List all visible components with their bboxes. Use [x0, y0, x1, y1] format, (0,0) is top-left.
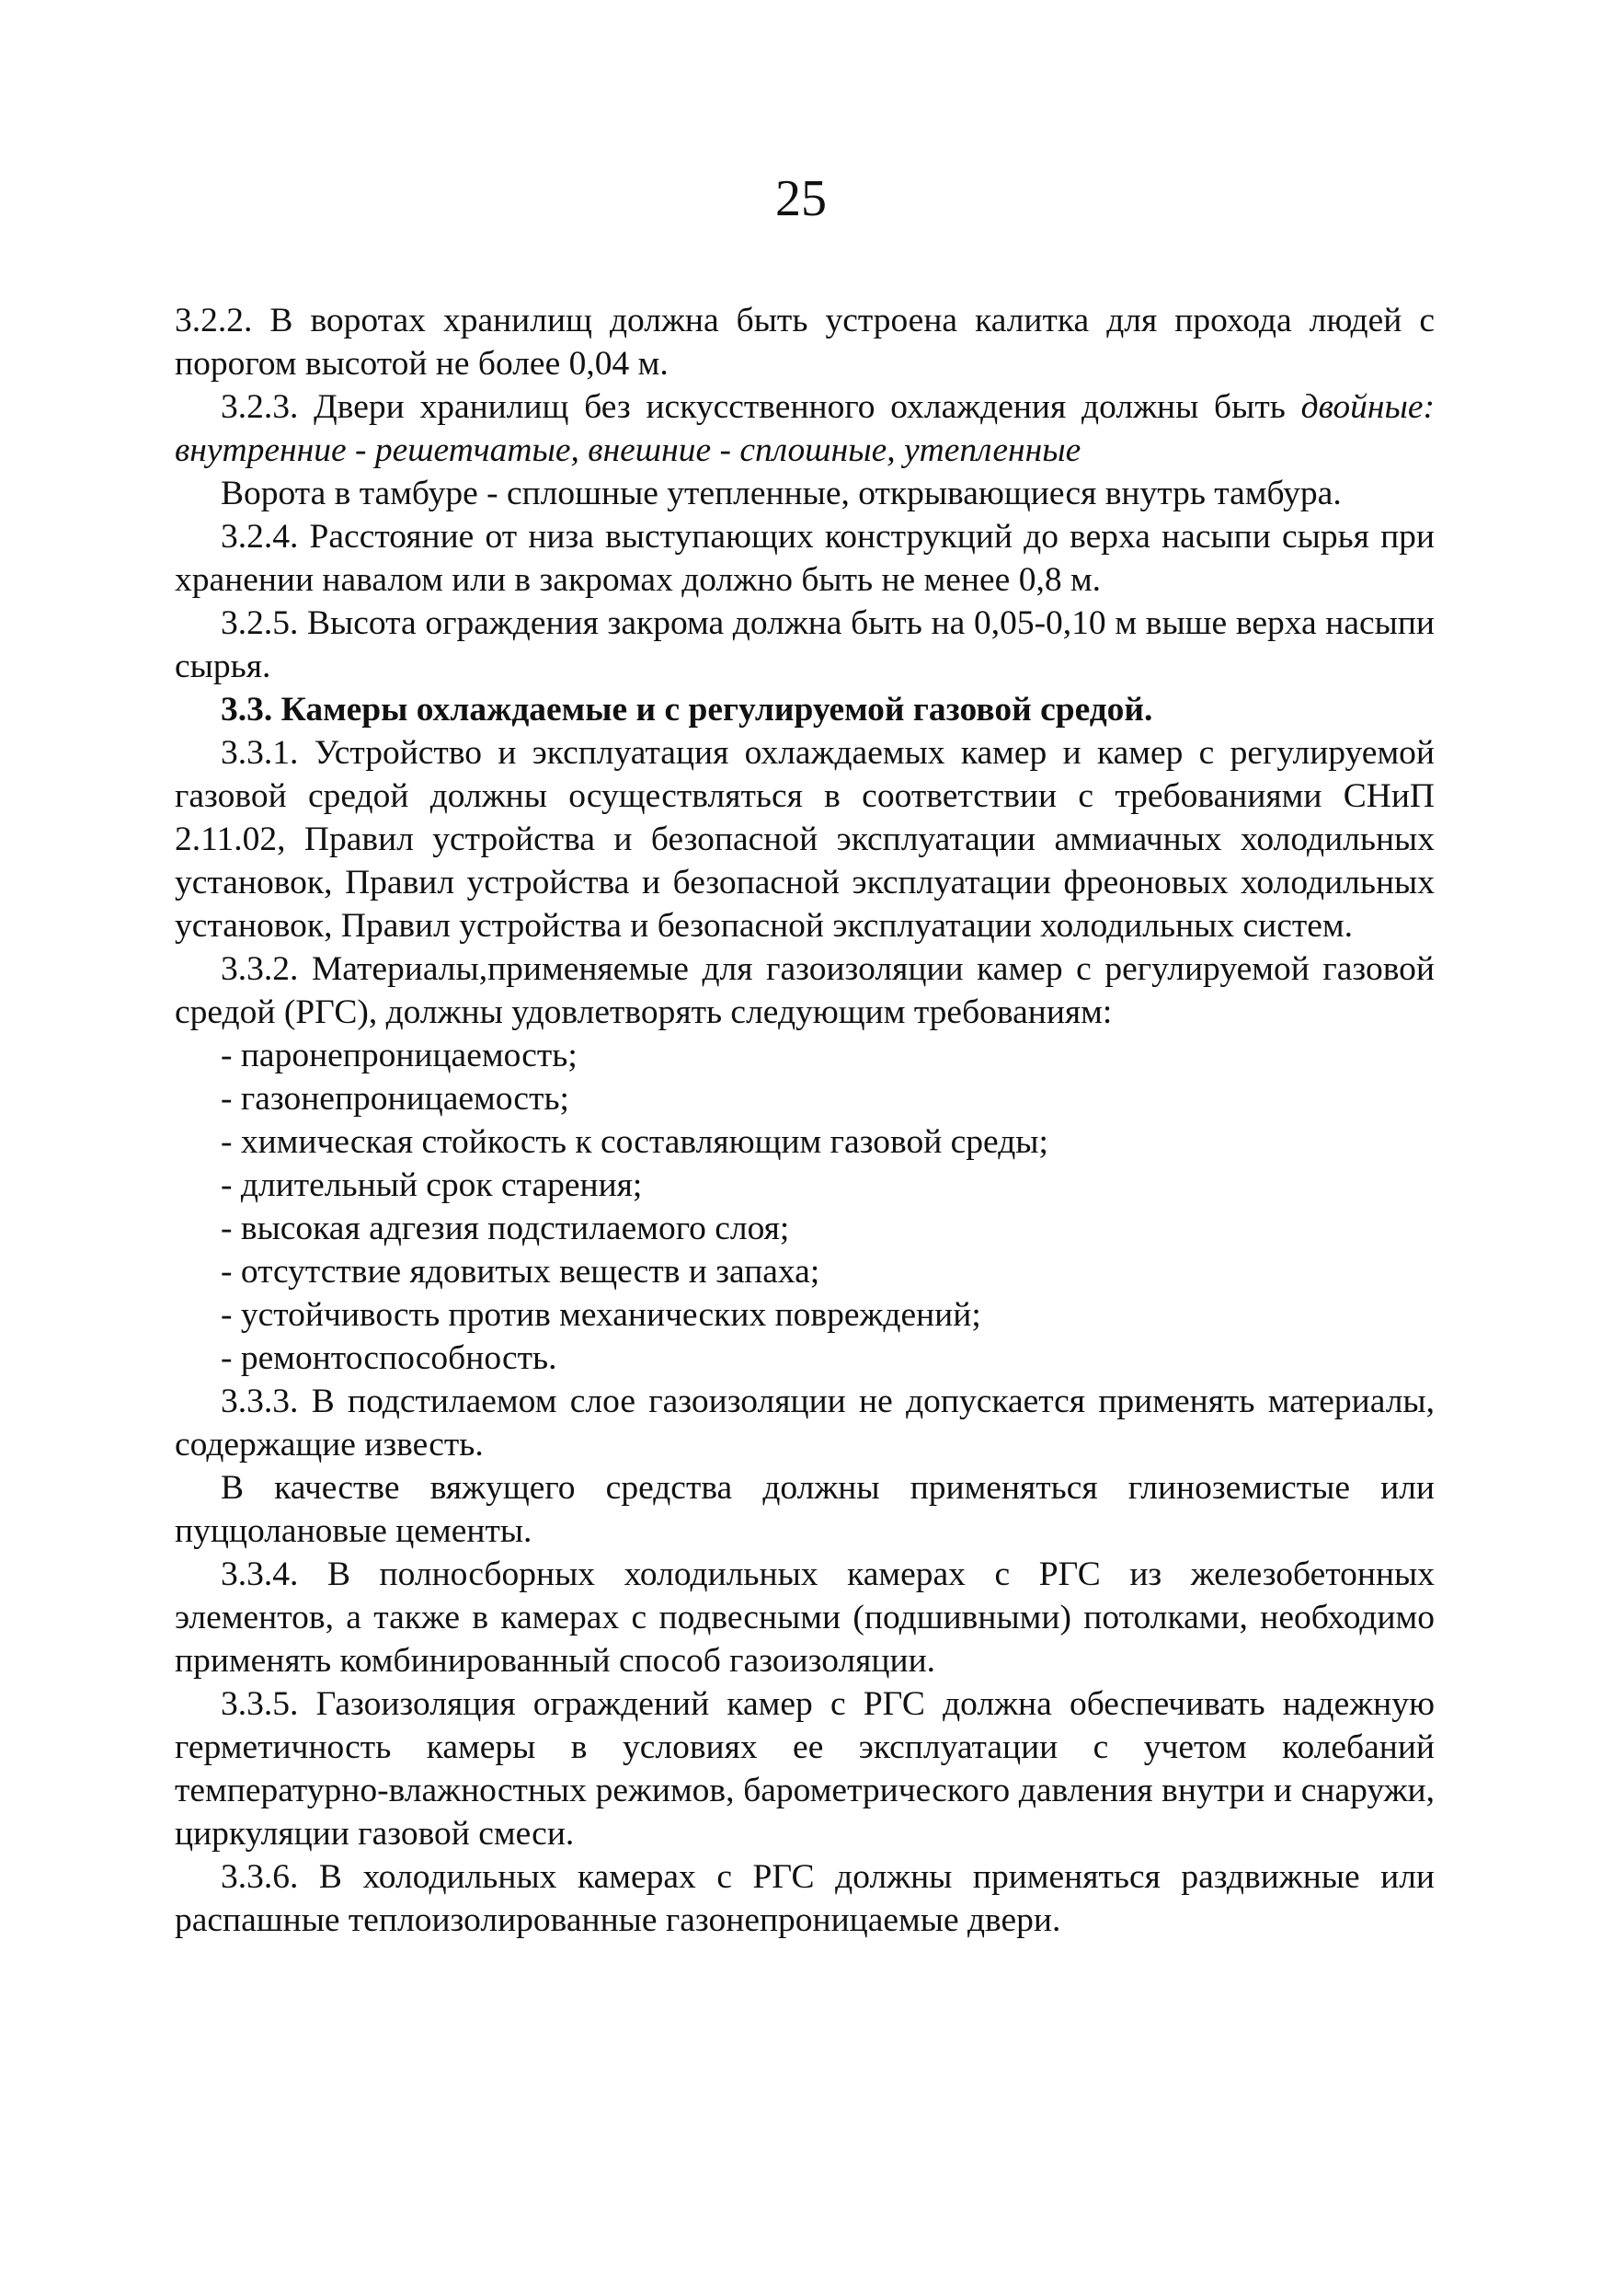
paragraph-text: 3.3.5. Газоизоляция ограждений камер с РГС должна обеспечивать надежную герметичность камеры в условиях ее эксплуатации с учетом колебаний температурно-влажностных режимов, барометрического давления внутри и снаружи, циркуляции газовой смеси.	[175, 1685, 1435, 1853]
paragraph-text: В качестве вяжущего средства должны применяться глиноземистые или пуццолановые цементы.	[175, 1469, 1435, 1550]
paragraph-3-3-5	[175, 1682, 1435, 1855]
paragraph-3-3-3-binder	[175, 1466, 1435, 1553]
paragraph-text: 3.3.4. В полносборных холодильных камерах с РГС из железобетонных элементов, а также в камерах с подвесными (подшивными) потолками, необходимо применять комбинированный способ газоизоляции.	[175, 1556, 1435, 1680]
paragraph-3-2-5	[175, 602, 1435, 688]
paragraph-3-3-4	[175, 1553, 1435, 1682]
list-item: - устойчивость против механических повреждений;	[221, 1296, 981, 1334]
document-body	[175, 299, 1435, 1942]
paragraph-text: 3.3.1. Устройство и эксплуатация охлаждаемых камер и камер с регулируемой газовой средой должны осуществляться в соответствии с требованиями СНиП 2.11.02, Правил устройства и безопасной эксплуатации аммиачных холодильных установок, Правил устройства и безопасной эксплуатации фреоновых холодильных установок, Правил устройства и безопасной эксплуатации холодильных систем.	[175, 734, 1435, 945]
paragraph-3-2-3	[175, 385, 1435, 472]
section-heading-3-3	[175, 688, 1435, 731]
heading-text: 3.3. Камеры охлаждаемые и с регулируемой газовой средой.	[221, 691, 1153, 729]
list-item: - химическая стойкость к составляющим газовой среды;	[221, 1123, 1048, 1161]
paragraph-3-3-6	[175, 1855, 1435, 1942]
requirements-list	[175, 1034, 1435, 1380]
paragraph-3-3-3	[175, 1380, 1435, 1466]
list-item: - паронепроницаемость;	[221, 1037, 578, 1074]
paragraph-text: 3.3.6. В холодильных камерах с РГС должны применяться раздвижные или распашные теплоизолированные газонепроницаемые двери.	[175, 1858, 1435, 1939]
paragraph-text: 3.2.2. В воротах хранилищ должна быть устроена калитка для прохода людей с порогом высотой не более 0,04 м.	[175, 302, 1435, 383]
paragraph-italic-text: двойные: внутренние - решетчатые, внешние - сплошные, утепленные	[175, 388, 1435, 469]
list-item: - высокая адгезия подстилаемого слоя;	[221, 1210, 790, 1247]
paragraph-text: 3.2.3. Двери хранилищ без искусственного охлаждения должны быть	[221, 388, 1301, 426]
paragraph-text: Ворота в тамбуре - сплошные утепленные, открывающиеся внутрь тамбура.	[221, 475, 1342, 512]
list-item: - длительный срок старения;	[221, 1166, 643, 1204]
paragraph-text: 3.2.4. Расстояние от низа выступающих конструкций до верха насыпи сырья при хранении навалом или в закромах должно быть не менее 0,8 м.	[175, 518, 1435, 599]
list-item: - газонепроницаемость;	[221, 1080, 569, 1118]
paragraph-3-2-4	[175, 515, 1435, 602]
paragraph-3-3-1	[175, 731, 1435, 947]
paragraph-text: 3.3.2. Материалы,применяемые для газоизоляции камер с регулируемой газовой средой (РГС), должны удовлетворять следующим требованиям:	[175, 950, 1435, 1031]
page-number: 25	[775, 170, 827, 227]
paragraph-3-3-2	[175, 947, 1435, 1034]
list-item: - отсутствие ядовитых веществ и запаха;	[221, 1253, 820, 1291]
paragraph-text: 3.2.5. Высота ограждения закрома должна быть на 0,05-0,10 м выше верха насыпи сырья.	[175, 604, 1435, 685]
paragraph-3-2-2	[175, 299, 1435, 385]
list-item: - ремонтоспособность.	[221, 1339, 557, 1377]
paragraph-text: 3.3.3. В подстилаемом слое газоизоляции не допускается применять материалы, содержащие известь.	[175, 1383, 1435, 1464]
paragraph-3-2-3-gates	[175, 472, 1435, 515]
